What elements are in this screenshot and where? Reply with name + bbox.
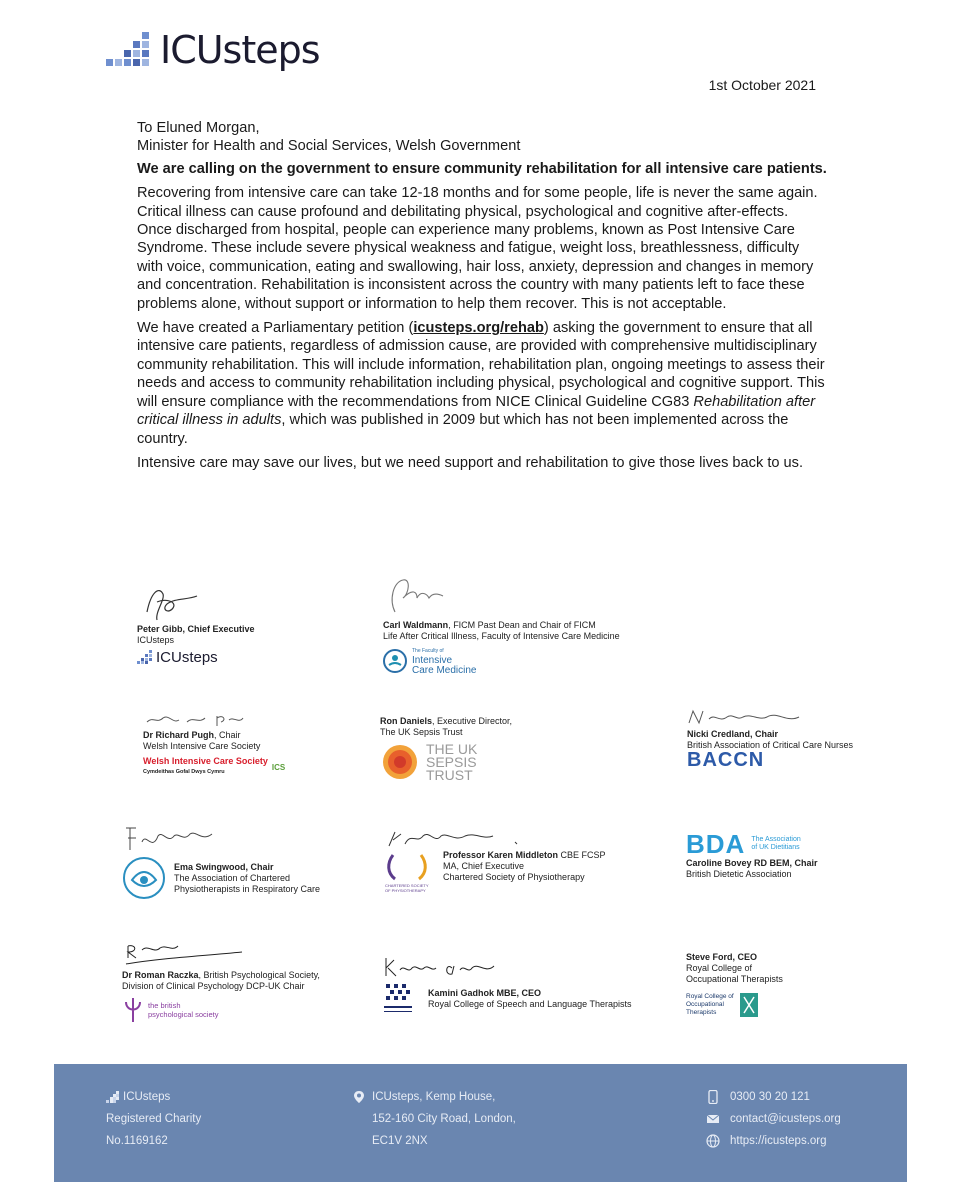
- phone-icon: [706, 1090, 720, 1104]
- acprc-lungs-icon: [122, 856, 166, 900]
- signature-icon: [122, 938, 252, 970]
- recipient-name: To Eluned Morgan,: [137, 120, 260, 136]
- signatory-pugh: Dr Richard Pugh, Chair Welsh Intensive Care Society Welsh Intensive Care Society Cymdeithas Gofal Dwys Cymru ICS: [143, 708, 285, 778]
- sepsis-flower-icon: [380, 742, 420, 782]
- letter-date: 1st October 2021: [708, 77, 816, 93]
- rcot-logo: Royal College of Occupational Therapists: [686, 991, 783, 1019]
- footer-contact: [706, 1086, 841, 1152]
- rcslt-logo-icon: [382, 982, 414, 1016]
- signature-icon: [122, 822, 222, 856]
- bda-logo: BDA The Association of UK Dietitians: [686, 828, 801, 859]
- signatory-waldmann: Carl Waldmann, FICM Past Dean and Chair of FICM Life After Critical Illness, Faculty of Intensive Care Medicine The Faculty of Intensive Care Medicine: [383, 572, 620, 676]
- icusteps-small-logo: ICUsteps: [137, 650, 255, 664]
- icusteps-mark-icon: [106, 30, 152, 70]
- signatory-ford: Steve Ford, CEO Royal College of Occupational Therapists Royal College of Occupational Therapists: [686, 952, 783, 1019]
- signatory-daniels: Ron Daniels, Executive Director, The UK Sepsis Trust THE UK SEPSIS TRUST: [380, 716, 513, 783]
- signatory-middleton: Professor Karen Middleton CBE FCSP MA, Chief Executive Chartered Society of Physiotherapy CHARTERED SOCIETY OF PHYSIOTHERAPY: [385, 826, 606, 893]
- footer-phone[interactable]: 0300 30 20 121: [706, 1086, 841, 1108]
- footer-charity: ICUsteps Registered Charity No.1169162: [106, 1091, 202, 1147]
- petition-link[interactable]: icusteps.org/rehab: [413, 320, 544, 337]
- icusteps-mark-icon: [137, 650, 153, 664]
- headline: We are calling on the government to ensure community rehabilitation for all intensive care patients.: [137, 160, 827, 177]
- signatory-swingwood: Ema Swingwood, Chair The Association of Chartered Physiotherapists in Respiratory Care: [122, 822, 320, 900]
- signatory-credland: Nicki Credland, Chair British Association of Critical Care Nurses BACCN: [687, 707, 853, 766]
- signatory-bovey: BDA The Association of UK Dietitians Caroline Bovey RD BEM, Chair British Dietetic Association: [686, 828, 818, 879]
- icusteps-logo: [106, 26, 320, 74]
- signature-icon: [687, 707, 807, 729]
- signature-icon: [383, 572, 463, 620]
- paragraph-2: We have created a Parliamentary petition (icusteps.org/rehab) asking the government to ensure that all intensive care patients, regardless of admission cause, are provided with comprehensive multidisciplinary community rehabilitation. This will include information, rehabilitation plan, ongoing meetings to assess their needs and access to community rehabilitation including physical, psychological and cognitive support. This will ensure compliance with the recommendations from NICE Clinical Guideline CG83 Rehabilitation after critical illness in adults, which was published in 2009 but which has not been implemented across the country.: [137, 320, 825, 447]
- signature-icon: [137, 582, 207, 624]
- footer-email[interactable]: contact@icusteps.org: [706, 1108, 841, 1130]
- location-pin-icon: [352, 1090, 366, 1104]
- icusteps-mark-icon: [106, 1091, 120, 1103]
- bps-logo: the british psychological society: [122, 996, 320, 1024]
- bps-psi-icon: [122, 996, 144, 1024]
- recipient-title: Minister for Health and Social Services, Welsh Government: [137, 138, 521, 155]
- baccn-logo: BACCN: [687, 749, 765, 771]
- recipient: [137, 119, 827, 156]
- globe-icon: [706, 1134, 720, 1148]
- wics-logo: Welsh Intensive Care Society Cymdeithas Gofal Dwys Cymru ICS: [143, 756, 286, 775]
- uk-sepsis-trust-logo: THE UK SEPSIS TRUST: [380, 742, 512, 782]
- ficm-logo: The Faculty of Intensive Care Medicine: [383, 646, 620, 676]
- footer-website[interactable]: https://icusteps.org: [706, 1130, 841, 1152]
- footer-address: ICUsteps, Kemp House, 152-160 City Road, London, EC1V 2NX: [352, 1086, 516, 1152]
- brand-name: ICUsteps: [160, 28, 320, 72]
- signature-icon: [382, 954, 522, 982]
- signatory-gadhok: Kamini Gadhok MBE, CEO Royal College of Speech and Language Therapists: [382, 954, 631, 1016]
- paragraph-3: Intensive care may save our lives, but we need support and rehabilitation to give those lives back to us.: [137, 454, 804, 471]
- footer: [54, 1064, 907, 1182]
- letter-body: [137, 119, 827, 478]
- rcot-emblem-icon: [738, 991, 760, 1019]
- signature-icon: [143, 708, 253, 730]
- csp-logo-icon: [385, 851, 429, 883]
- paragraph-1: Recovering from intensive care can take 12-18 months and for some people, life is never the same again. Critical illness can cause profound and debilitating physical, psychological and cognitive after-effects. Once discharged from hospital, people can experience many problems, known as Post Intensive Care Syndrome. These include severe physical weakness and fatigue, weight loss, breathlessness, difficulty with voice, communication, eating and swallowing, hair loss, anxiety, depression and changes in memory and concentration. Rehabilitation is inconsistent across the country with many patients left to face these problems alone, without support or information to help them recover. This is not acceptable.: [137, 185, 818, 312]
- guideline-title: Rehabilitation after critical illness in adults: [137, 393, 816, 429]
- signatory-gibb: Peter Gibb, Chief Executive ICUsteps ICUsteps: [137, 582, 255, 664]
- signatory-raczka: Dr Roman Raczka, British Psychological Society, Division of Clinical Psychology DCP-UK Chair the british psychological society: [122, 938, 320, 1024]
- signature-icon: [385, 826, 535, 850]
- ficm-emblem-icon: [383, 649, 407, 673]
- email-icon: [706, 1112, 720, 1126]
